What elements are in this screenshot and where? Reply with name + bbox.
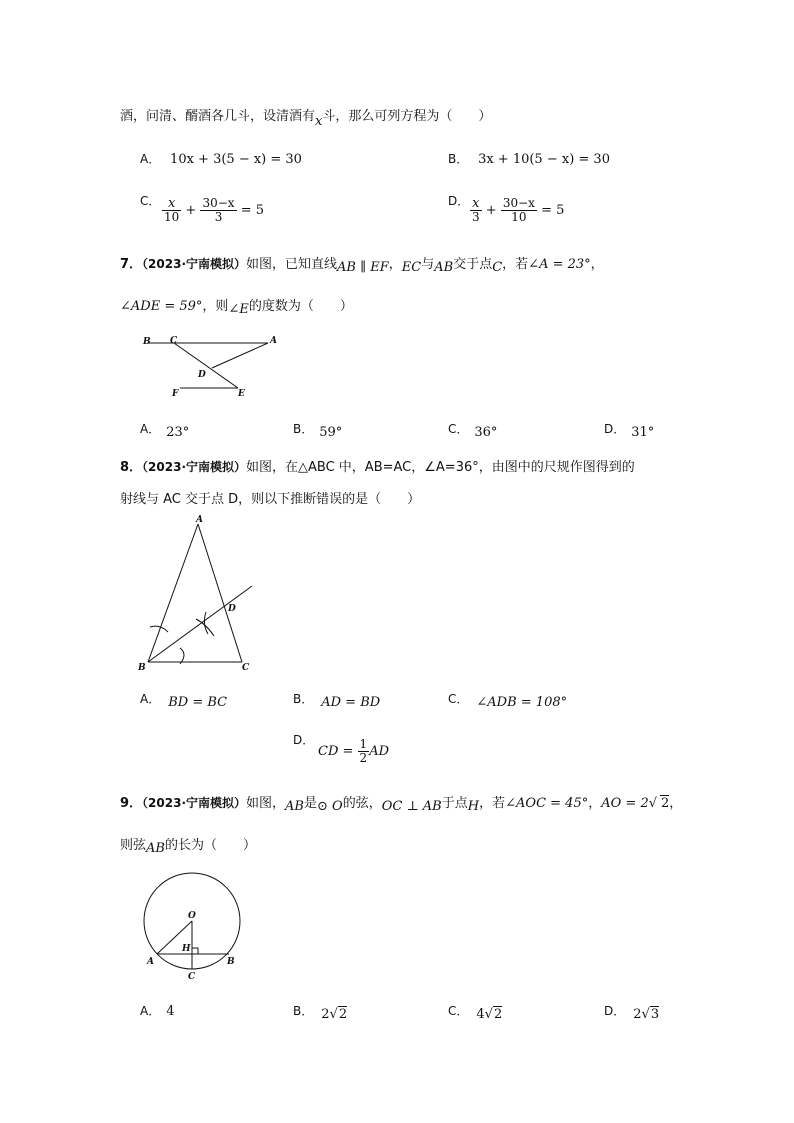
option-letter: C． — [448, 692, 469, 706]
stem-text: ， — [388, 257, 402, 272]
sqrt-radicand: 2 — [338, 1007, 348, 1022]
fraction — [200, 197, 236, 224]
math-expr: ∠A = 23° — [528, 257, 591, 272]
stem-text: 的长为（ ） — [164, 838, 256, 853]
option-letter: D． — [604, 422, 626, 436]
math-expr: EC — [401, 260, 422, 275]
label-h: H — [182, 944, 191, 954]
option-letter: C． — [140, 194, 161, 208]
q7-stem-line1 — [120, 253, 604, 275]
stem-text: 如图， — [246, 796, 286, 811]
math-expr: ∠ADE = 59° — [120, 299, 203, 314]
stem-text: ，若 — [502, 257, 529, 272]
fraction-numerator: 30−x — [502, 196, 535, 210]
q7-option-d[interactable] — [604, 420, 655, 440]
stem-text: ，若 — [479, 796, 506, 811]
option-value: 31° — [631, 425, 655, 440]
option-value: 23° — [166, 425, 190, 440]
equation-rhs: = 5 — [240, 203, 264, 218]
option-value: BD = BC — [168, 695, 228, 710]
option-value: ∠ADB = 108° — [476, 695, 568, 710]
label-e: E — [238, 389, 245, 399]
stem-text: 射线与 AC 交于点 D，则以下推断错误的是（ ） — [120, 492, 421, 507]
q6-option-d[interactable] — [448, 192, 469, 209]
sqrt-radicand: 2 — [661, 796, 670, 811]
q9-stem-line2 — [120, 834, 256, 856]
sqrt-radicand: 2 — [493, 1007, 503, 1022]
option-value: 4 — [166, 1004, 175, 1019]
q7-option-c[interactable] — [448, 420, 498, 440]
option-letter: A． — [140, 152, 161, 166]
option-letter: B． — [293, 1004, 314, 1018]
option-letter: B． — [293, 692, 314, 706]
side-ac — [198, 524, 242, 662]
fraction — [501, 197, 537, 224]
stem-text: 交于点 — [453, 257, 493, 272]
fraction-denominator: 10 — [164, 210, 180, 224]
line-ad — [212, 343, 268, 368]
q6-stem-text-2: 斗，那么可列方程为（ ） — [322, 109, 492, 124]
question-source: （2023·宁南模拟） — [142, 460, 247, 474]
q6-stem-var: x — [315, 114, 323, 129]
question-number: 9． — [120, 796, 143, 811]
q9-option-b[interactable]: B． 2√2 — [293, 1004, 348, 1022]
line-ce — [174, 343, 238, 388]
q8-stem-line2 — [120, 488, 420, 507]
stem-text: 与 — [421, 257, 435, 272]
stem-text: 的弦， — [342, 796, 382, 811]
option-letter: C． — [448, 1004, 469, 1018]
label-b: B — [138, 663, 146, 673]
q8-figure — [134, 510, 258, 678]
label-a: A — [270, 336, 277, 346]
sqrt-coefficient: 2 — [321, 1007, 330, 1022]
stem-text: 是 — [303, 796, 317, 811]
option-content: 3x + 10(5 − x) = 30 — [478, 152, 610, 167]
label-c: C — [170, 336, 178, 346]
q6-stem-text-1: 酒，问清、醑酒各几斗，设清酒有 — [120, 109, 316, 124]
fraction — [358, 738, 370, 765]
stem-text: ， — [588, 796, 602, 811]
math-expr: AB — [434, 260, 454, 275]
math-expr: AB ∥ EF — [337, 260, 389, 275]
math-expr: ∠AOC = 45° — [505, 796, 589, 811]
q8-option-d-formula — [318, 738, 389, 765]
fraction-denominator: 3 — [214, 210, 223, 224]
question-source: （2023·宁南模拟） — [142, 257, 247, 271]
plus-sign: + — [185, 203, 197, 218]
right-angle-mark — [192, 948, 198, 954]
stem-text: ，则 — [202, 299, 229, 314]
question-source: （2023·宁南模拟） — [142, 796, 247, 810]
label-o: O — [188, 911, 196, 921]
q9-option-c[interactable]: C． 4√2 — [448, 1004, 503, 1022]
sqrt-coefficient: 2 — [633, 1007, 642, 1022]
q9-option-a[interactable] — [140, 1002, 175, 1019]
q9-stem-line1: 9．（2023·宁南模拟）如图，AB是⊙ O的弦，OC ⊥ AB于点H，若∠AOC = 45°，AO = 2√ 2， — [120, 796, 683, 814]
fraction — [470, 197, 482, 224]
math-expr: AB — [146, 841, 165, 856]
arc-mark-4 — [204, 612, 208, 634]
q7-stem-line2 — [120, 295, 353, 317]
option-letter: A． — [140, 1004, 161, 1018]
sqrt-coefficient: 4 — [476, 1007, 485, 1022]
option-value: 59° — [319, 425, 343, 440]
q9-figure — [138, 868, 248, 984]
label-b: B — [143, 337, 151, 347]
label-c: C — [188, 972, 196, 982]
option-letter: C． — [448, 422, 469, 436]
label-a: A — [147, 957, 154, 967]
q6-option-d-formula — [470, 197, 564, 224]
label-d: D — [198, 370, 206, 380]
fraction-numerator: 1 — [359, 737, 368, 751]
stem-text: 于点 — [441, 796, 468, 811]
math-expr: AB — [285, 799, 304, 814]
q6-stem — [120, 105, 492, 129]
label-f: F — [172, 389, 179, 399]
math-expr: AO = 2 — [601, 796, 649, 811]
q6-option-b[interactable] — [448, 150, 610, 167]
q8-option-c[interactable] — [448, 690, 568, 710]
label-a: A — [196, 515, 203, 525]
option-letter: A． — [140, 692, 161, 706]
stem-text: 如图，已知直线 — [246, 257, 338, 272]
fraction-numerator: x — [162, 197, 181, 211]
equation-rhs: = 5 — [541, 203, 565, 218]
math-expr: H — [467, 799, 480, 814]
stem-text: 如图，在△ABC 中，AB=AC，∠A=36°，由图中的尺规作图得到的 — [246, 460, 635, 475]
side-ab — [148, 524, 198, 662]
label-c: C — [242, 663, 250, 673]
q9-option-d[interactable]: D． 2√3 — [604, 1004, 660, 1022]
label-d: D — [228, 604, 236, 614]
math-expr: C — [492, 260, 503, 275]
q7-option-a[interactable] — [140, 420, 190, 440]
stem-text: 的度数为（ ） — [248, 299, 353, 314]
label-b: B — [227, 957, 235, 967]
q6-option-a[interactable] — [140, 150, 302, 167]
option-value: AD = BD — [321, 695, 381, 710]
fraction-numerator: x — [470, 197, 482, 211]
q8-option-d[interactable] — [293, 731, 314, 748]
math-expr: OC ⊥ AB — [381, 799, 442, 814]
equation-rhs: AD — [369, 744, 389, 759]
plus-sign: + — [485, 203, 497, 218]
option-letter: D． — [293, 733, 315, 747]
option-value: 36° — [474, 425, 498, 440]
stem-text: ， — [590, 257, 604, 272]
q8-option-b[interactable] — [293, 690, 381, 710]
option-letter: D． — [448, 194, 470, 208]
math-expr: ⊙ O — [317, 799, 343, 814]
equation-lhs: CD = — [318, 744, 354, 759]
option-letter: B． — [448, 152, 469, 166]
stem-text: 则弦 — [120, 838, 147, 853]
question-number: 8． — [120, 460, 143, 475]
q8-stem-line1 — [120, 456, 635, 475]
stem-text: ， — [669, 796, 683, 811]
option-letter: A． — [140, 422, 161, 436]
q7-option-b[interactable] — [293, 420, 343, 440]
q8-option-a[interactable] — [140, 690, 228, 710]
ray-bd — [148, 586, 252, 662]
fraction-denominator: 10 — [511, 210, 527, 224]
fraction-numerator: 30−x — [202, 196, 235, 210]
question-number: 7． — [120, 257, 143, 272]
option-letter: D． — [604, 1004, 626, 1018]
math-expr: ∠E — [228, 302, 249, 317]
fraction-denominator: 2 — [359, 751, 368, 765]
q6-option-c[interactable] — [140, 192, 160, 209]
option-content: 10x + 3(5 − x) = 30 — [170, 152, 302, 167]
q6-option-c-formula — [162, 197, 264, 224]
q7-figure — [138, 332, 288, 400]
sqrt-radicand: 3 — [650, 1007, 660, 1022]
fraction-denominator: 3 — [472, 210, 480, 224]
option-letter: B． — [293, 422, 314, 436]
fraction — [162, 197, 181, 224]
